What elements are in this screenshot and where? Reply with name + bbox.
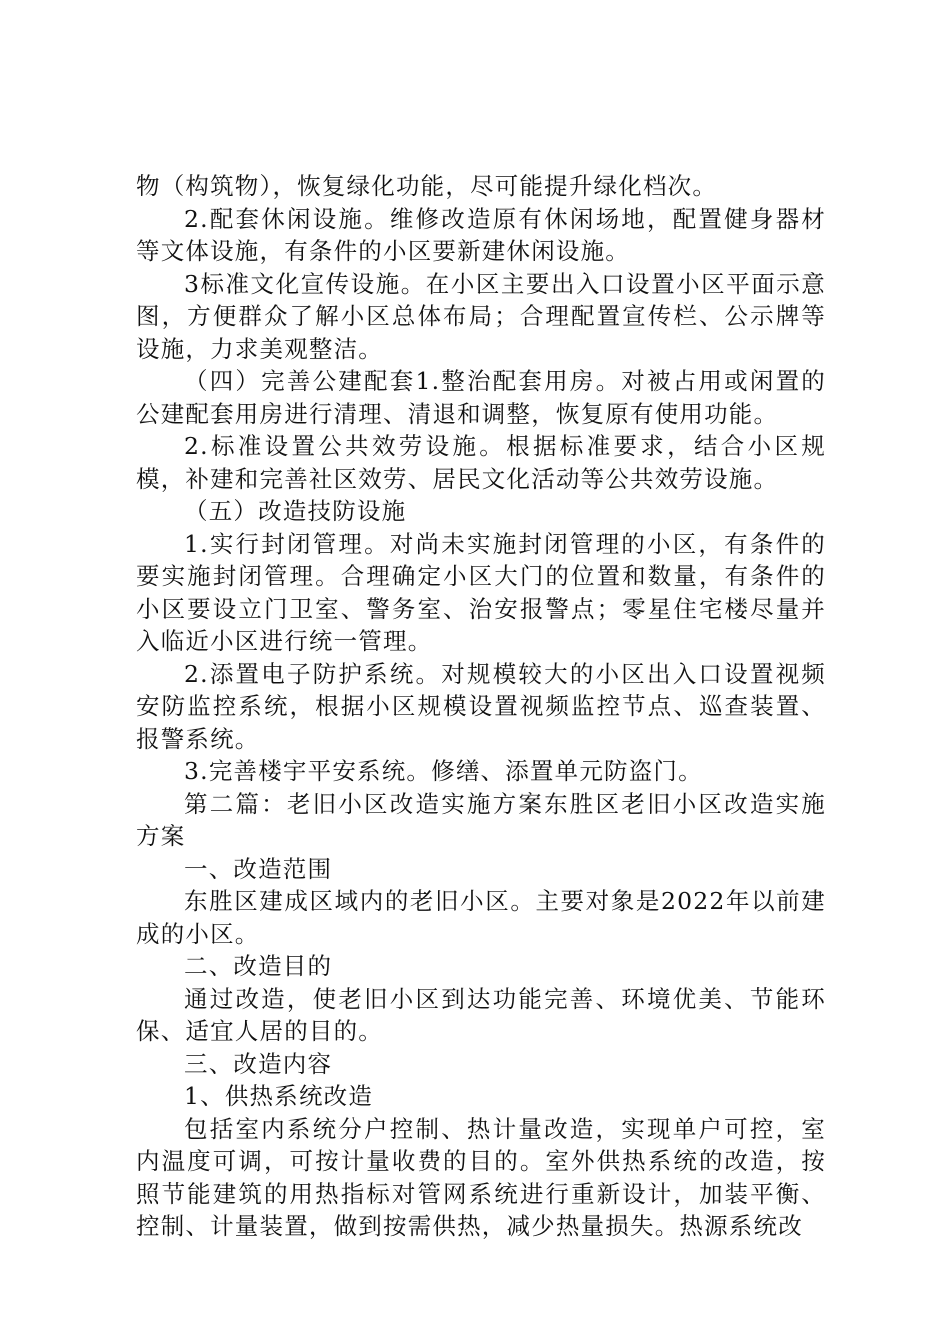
section-heading-content: 三、改造内容 [184, 1049, 333, 1078]
paragraph-public-buildings: （四）完善公建配套1.整治配套用房。对被占用或闲置的公建配套用房进行清理、清退和调整，恢复原有使用功能。 [136, 367, 826, 428]
paragraph-electronic-protection: 2.添置电子防护系统。对规模较大的小区出入口设置视频安防监控系统，根据小区规模设置视频监控节点、巡查装置、报警系统。 [136, 659, 826, 753]
paragraph-leisure-facilities: 2.配套休闲设施。维修改造原有休闲场地，配置健身器材等文体设施，有条件的小区要新建休闲设施。 [136, 204, 826, 265]
paragraph-scope: 东胜区建成区域内的老旧小区。主要对象是2022年以前建成的小区。 [136, 887, 826, 948]
paragraph-purpose: 通过改造，使老旧小区到达功能完善、环境优美、节能环保、适宜人居的目的。 [136, 984, 826, 1045]
section-heading-scope: 一、改造范围 [184, 854, 333, 883]
paragraph-heating: 包括室内系统分户控制、热计量改造，实现单户可控，室内温度可调，可按计量收费的目的。室外供热系统的改造，按照节能建筑的用热指标对管网系统进行重新设计，加装平衡、控制、计量装置，做到按需供热，减少热量损失。热源系统改 [136, 1114, 826, 1240]
paragraph-cultural-facilities: 3标准文化宣传设施。在小区主要出入口设置小区平面示意图，方便群众了解小区总体布局；合理配置宣传栏、公示牌等设施，力求美观整洁。 [136, 269, 826, 363]
subsection-heading-heating: 1、供热系统改造 [184, 1082, 374, 1110]
section-heading-security: （五）改造技防设施 [184, 497, 407, 525]
paragraph-public-services: 2.标准设置公共效劳设施。根据标准要求，结合小区规模，补建和完善社区效劳、居民文化活动等公共效劳设施。 [136, 432, 826, 493]
paragraph-closed-management: 1.实行封闭管理。对尚未实施封闭管理的小区，有条件的要实施封闭管理。合理确定小区大门的位置和数量，有条件的小区要设立门卫室、警务室、治安报警点；零星住宅楼尽量并入临近小区进行统一管理。 [136, 529, 826, 655]
chapter-title-second: 第二篇：老旧小区改造实施方案东胜区老旧小区改造实施方案 [136, 789, 826, 850]
section-heading-purpose: 二、改造目的 [184, 952, 333, 980]
paragraph-building-safety: 3.完善楼宇平安系统。修缮、添置单元防盗门。 [184, 757, 703, 785]
paragraph-continuation-greening: 物（构筑物），恢复绿化功能，尽可能提升绿化档次。 [136, 172, 718, 200]
document-body [136, 170, 826, 1243]
